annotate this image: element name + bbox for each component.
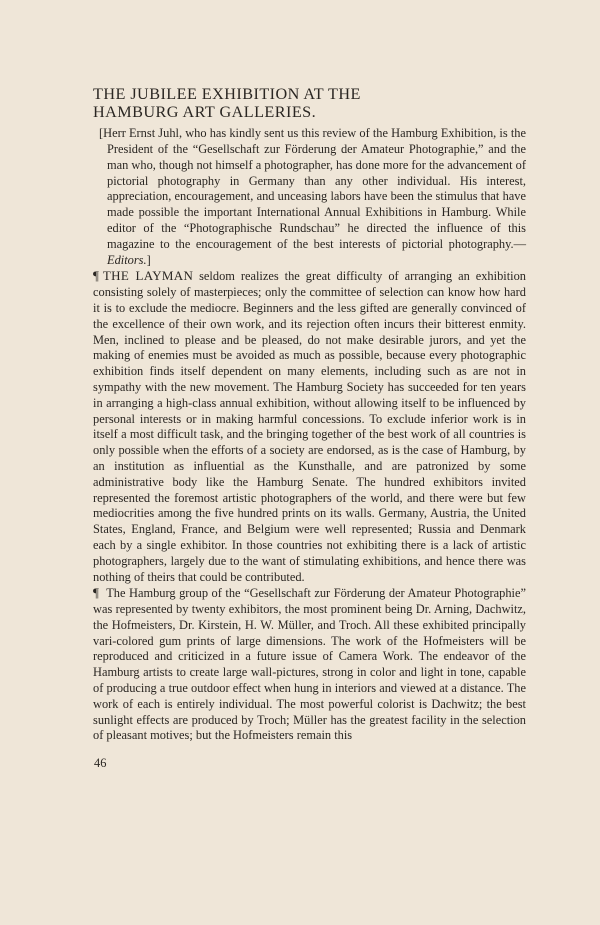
page-number: 46: [94, 756, 107, 770]
paragraph-2: [93, 585, 526, 744]
editor-note-text: Herr Ernst Juhl, who has kindly sent us this review of the Hamburg Exhibition, is the President of the “Gesellschaft zur Förderung der Amateur Photographie,” and the man who, though not himself a photographer, has done more for the advancement of pictorial photography in Germany than any other individual. His interest, appreciation, encouragement, and unceasing labors have been the stimulus that have made possible the important International Annual Exhibitions in Hamburg. While editor of the “Photographische Rundschau” he directed the influence of this magazine to the encouragement of the best interests of pictorial photography.—: [103, 126, 526, 251]
paragraph-2-text: The Hamburg group of the “Gesellschaft zur Förderung der Amateur Photographie” was represented by twenty exhibitors, the most prominent being Dr. Arning, Dachwitz, the Hofmeisters, Dr. Kirstein, H. W. Müller, and Troch. All these exhibited principally vari-colored gum prints of large dimensions. The work of the Hofmeisters will be reproduced and criticized in a future issue of Camera Work. The endeavor of the Hamburg artists to create large wall-pictures, strong in color and light in tone, capable of producing a true outdoor effect when hung in interiors and viewed at a distance. The work of each is entirely individual. The most powerful colorist is Dachwitz; the best sunlight effects are produced by Troch; Müller has the greatest facility in the selection of pleasant motives; but the Hofmeisters remain this: [93, 586, 526, 743]
title-line-1: THE JUBILEE EXHIBITION AT THE: [93, 85, 361, 103]
pilcrow-icon: ¶: [93, 268, 99, 284]
pilcrow-icon: ¶: [93, 585, 99, 601]
editor-note: [93, 126, 526, 268]
article-title: [93, 86, 526, 121]
paragraph-1-text: seldom realizes the great difficulty of arranging an exhibition consisting solely of masterpieces; only the committee of selection can know how hard it is to exclude the mediocre. Beginners and the less gifted are generally convinced of the excellence of their own work, and its rejection often incurs their bitterest enmity. Men, inclined to please and be pleased, do not make desirable jurors, and yet the making of enemies must be avoided as much as possible, because every photographic exhibition finds itself dependent on many elements, including such as are not in sympathy with the new movement. The Hamburg Society has succeeded for ten years in arranging a high-class annual exhibition, without allowing itself to be influenced by personal interests or in making harmful concessions. To exclude inferior work is in itself a most difficult task, and the bringing together of the best work of all countries is only possible when the efforts of a society are endorsed, as is the case of Hamburg, by an institution as influential as the Kunsthalle, and are patronized by some administrative body like the Hamburg Senate. The hundred exhibitors invited represented the foremost artistic photographers of the world, and there were but few mediocrities among the five hundred prints on its walls. Germany, Austria, the United States, England, France, and Belgium were well represented; Russia and Denmark each by a single exhibitor. In those countries not exhibiting there is a lack of artistic photographers, largely due to the want of stimulating exhibitions, and hence there was nothing of theirs that could be contributed.: [93, 269, 526, 584]
paragraph-1-lead: THE LAYMAN: [102, 268, 194, 284]
editor-note-open-bracket: [: [99, 126, 104, 141]
editor-note-signature: Editors.: [107, 252, 147, 267]
article: [93, 86, 526, 744]
title-line-2: HAMBURG ART GALLERIES.: [93, 102, 317, 121]
paragraph-1: [93, 268, 526, 585]
editor-note-close-bracket: ]: [146, 252, 151, 267]
